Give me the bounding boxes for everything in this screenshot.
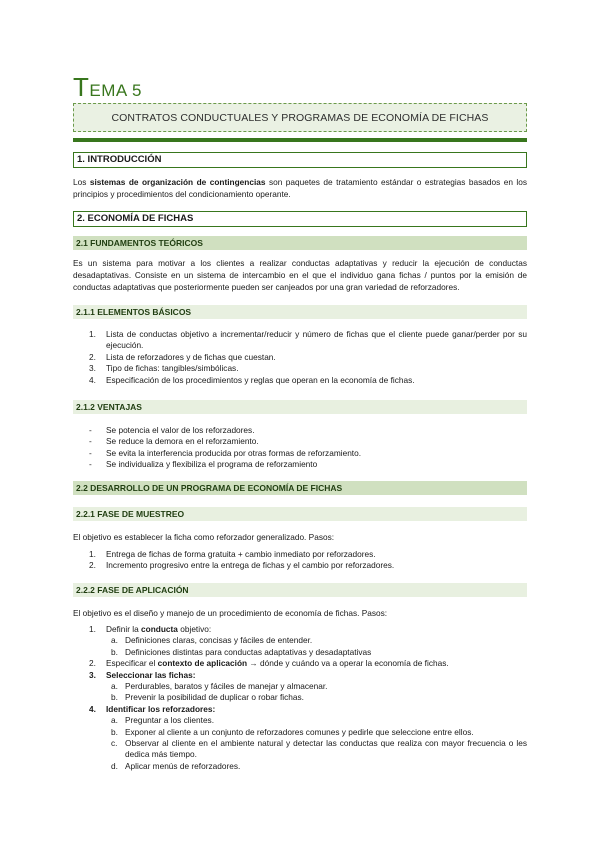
list-item: 4. Especificación de los procedimientos y reglas que operan en la economía de fichas. [89,374,415,385]
subtitle-text: CONTRATOS CONDUCTUALES Y PROGRAMAS DE ECONOMÍA DE FICHAS [111,111,489,124]
title-divider [73,138,527,142]
list-item: - Se evita la interferencia producida por otras formas de reforzamiento. [89,447,362,458]
aplicacion-intro: El objetivo es el diseño y manejo de un procedimiento de economía de fichas. Pasos: [73,608,388,618]
list-item: 2. Lista de reforzadores y de fichas que cuestan. [89,351,276,362]
aplicacion-list [73,624,527,772]
list-item: 1. Definir la conducta objetivo: [89,624,212,634]
heading-elementos-basicos: 2.1.1 ELEMENTOS BÁSICOS [73,305,527,319]
list-item: - Se individualiza y flexibiliza el programa de reforzamiento [89,459,318,470]
heading-desarrollo: 2.2 DESARROLLO DE UN PROGRAMA DE ECONOMÍA DE FICHAS [73,481,527,495]
heading-introduccion: 1. INTRODUCCIÓN [73,152,527,168]
fundamentos-paragraph: Es un sistema para motivar a los clientes a realizar conductas adaptativas y reducir la ejecución de conductas desadaptativas. Consiste en un sistema de intercambio en el que el individuo gana fichas / puntos por la emisión de conductas adaptativas que posteriormente pueden ser canjeados por una gran variedad de reforzadores. [73,258,527,292]
list-item: 1. Lista de conductas objetivo a incrementar/reducir y número de fichas que el cliente puede ganar/perder por su ejecución. [89,329,527,351]
subtitle-box [73,103,527,132]
list-item: 2. Incremento progresivo entre la entrega de fichas y el cambio por reforzadores. [89,560,395,571]
intro-text-a: Los [73,177,90,187]
muestreo-intro: El objetivo es establecer la ficha como reforzador generalizado. Pasos: [73,532,335,542]
title-rest: EMA 5 [89,81,142,100]
sub-list-item: d. Aplicar menús de reforzadores. [111,760,241,771]
document-title [73,72,142,103]
elementos-list [73,329,527,386]
sub-list-item: a. Definiciones claras, concisas y fáciles de entender. [111,635,313,646]
heading-fase-muestreo: 2.2.1 FASE DE MUESTREO [73,507,527,521]
title-initial: T [73,72,90,102]
list-item: 3. Seleccionar las fichas: [89,669,196,680]
intro-text-b: son paquetes de tratamiento estándar o estrategias basados en los principios y procedimientos del condicionamiento operante. [73,177,528,199]
list-item: 4. Identificar los reforzadores: [89,703,216,714]
ventajas-list [73,425,527,471]
list-item: 1. Entrega de fichas de forma gratuita + cambio inmediato por reforzadores. [89,549,376,559]
heading-fase-aplicacion: 2.2.2 FASE DE APLICACIÓN [73,583,527,597]
sub-list-item: b. Exponer al cliente a un conjunto de reforzadores comunes y pedirle que seleccione entre ellos. [111,726,474,737]
list-item: 2. Especificar el contexto de aplicación → dónde y cuándo va a operar la economía de fichas. [89,658,449,669]
list-item: - Se reduce la demora en el reforzamiento. [89,436,259,447]
list-item: - Se potencia el valor de los reforzadores. [89,425,255,435]
sub-list-item: a. Preguntar a los clientes. [111,715,215,726]
sub-list-item: c. Observar al cliente en el ambiente natural y detectar las conductas que realiza con mayor frecuencia o les dedica más tiempo. [111,738,527,760]
list-item: 3. Tipo de fichas: tangibles/simbólicas. [89,363,239,374]
sub-list-item: a. Perdurables, baratos y fáciles de manejar y almacenar. [111,681,328,692]
heading-economia-fichas: 2. ECONOMÍA DE FICHAS [73,211,527,227]
intro-text-bold: sistemas de organización de contingencias [89,177,266,187]
intro-paragraph [73,177,527,201]
sub-list-item: b. Prevenir la posibilidad de duplicar o robar fichas. [111,692,304,703]
heading-ventajas: 2.1.2 VENTAJAS [73,400,527,414]
heading-fundamentos: 2.1 FUNDAMENTOS TEÓRICOS [73,236,527,250]
sub-list-item: b. Definiciones distintas para conductas adaptativas y desadaptativas [111,646,372,657]
muestreo-list [73,549,527,572]
